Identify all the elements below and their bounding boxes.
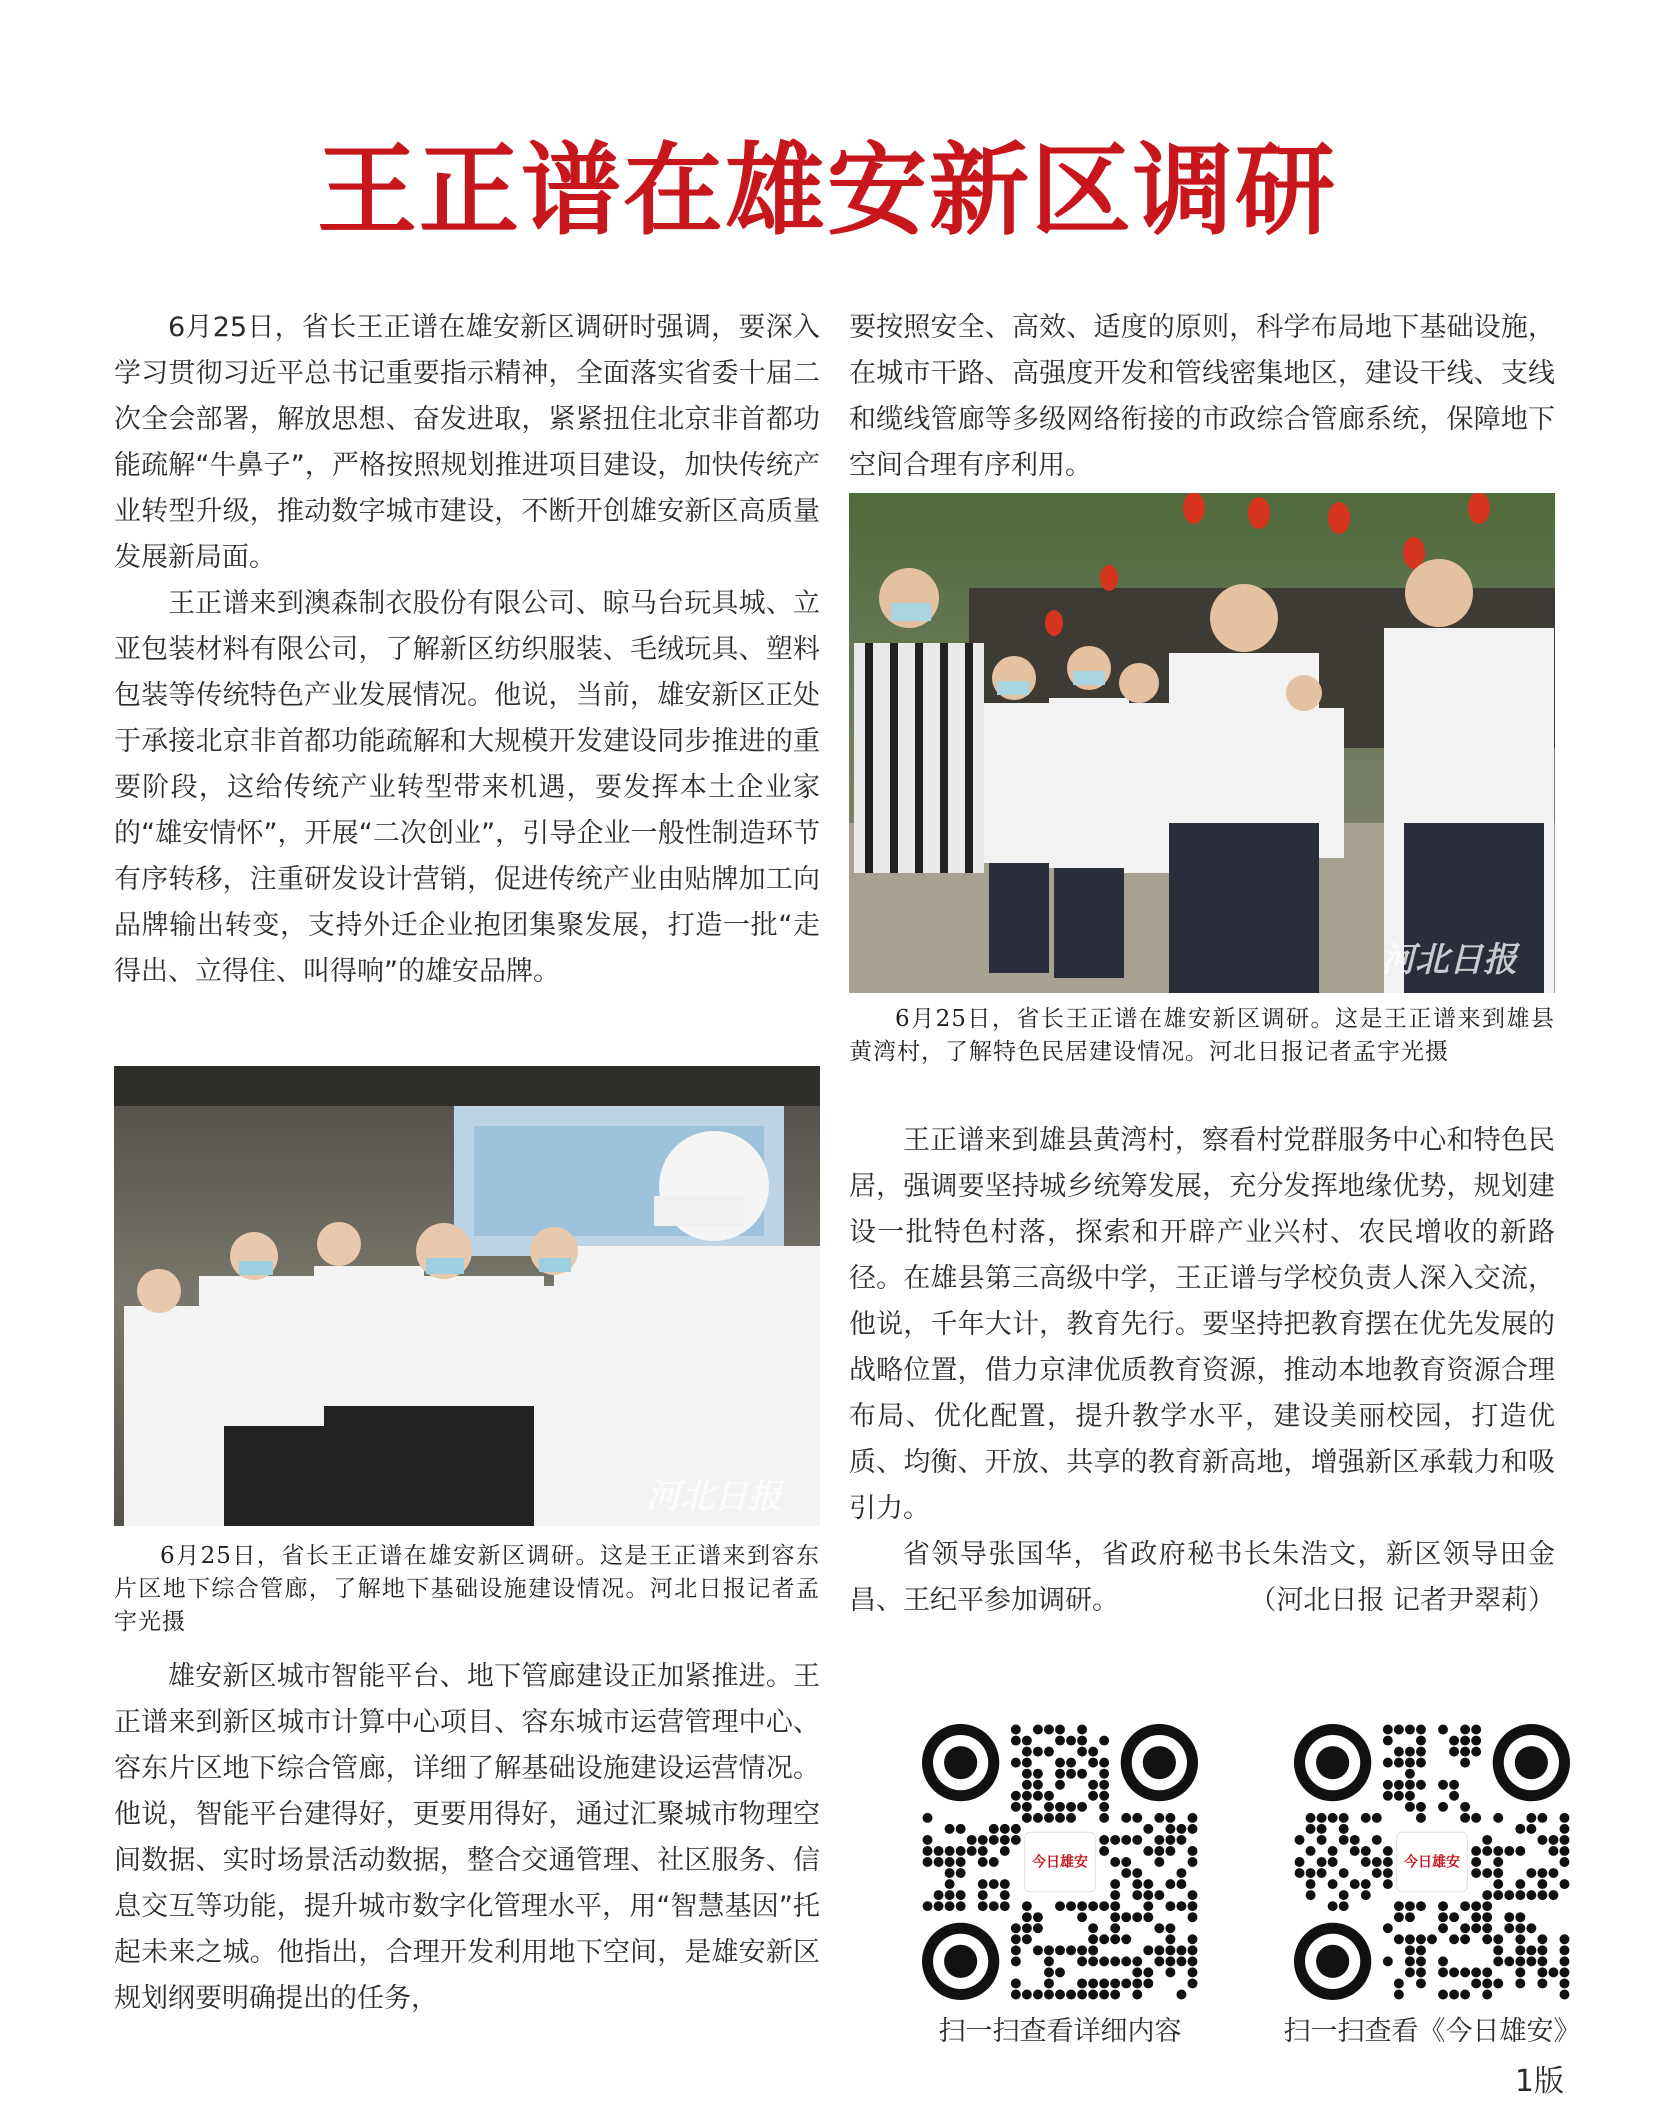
page-number: 1版 [1514, 2064, 1564, 2099]
left-column [114, 305, 820, 995]
paragraph: 要按照安全、高效、适度的原则，科学布局地下基础设施，在城市干路、高强度开发和管线密集地区，建设干线、支线和缆线管廊等多级网络衔接的市政综合管廊系统，保障地下空间合理有序利用。 [849, 312, 1555, 481]
photo-caption: 6月25日，省长王正谱在雄安新区调研。这是王正谱来到容东片区地下综合管廊，了解地下基础设施建设情况。河北日报记者孟宇光摄 [114, 1543, 820, 1635]
left-column-continued [114, 1654, 820, 2022]
svg-text:今日雄安: 今日雄安 [1404, 1854, 1460, 1871]
headline: 王正谱在雄安新区调研 [317, 131, 1337, 249]
svg-text:今日雄安: 今日雄安 [1032, 1854, 1088, 1871]
photo-watermark: 河北日报 [1381, 940, 1517, 980]
right-column [849, 305, 1555, 489]
paragraph: 省领导张国华，省政府秘书长朱浩文，新区领导田金昌、王纪平参加调研。 [849, 1539, 1555, 1616]
qr-code-jinri-xiongan[interactable] [1294, 1724, 1570, 2000]
qr-label-jinri-xiongan: 扫一扫查看《今日雄安》 [1283, 2016, 1581, 2047]
qr-label-details: 扫一扫查看详细内容 [938, 2016, 1182, 2047]
paragraph: 王正谱来到澳森制衣股份有限公司、晾马台玩具城、立亚包装材料有限公司，了解新区纺织服装、毛绒玩具、塑料包装等传统特色产业发展情况。他说，当前，雄安新区正处于承接北京非首都功能疏解和大规模开发建设同步推进的重要阶段，这给传统产业转型带来机遇，要发挥本土企业家的“雄安情怀”，开展“二次创业”，引导企业一般性制造环节有序转移，注重研发设计营销，促进传统产业由贴牌加工向品牌输出转变，支持外迁企业抱团集聚发展，打造一批“走得出、立得住、叫得响”的雄安品牌。 [114, 588, 820, 987]
photo-caption: 6月25日，省长王正谱在雄安新区调研。这是王正谱来到雄县黄湾村，了解特色民居建设情况。河北日报记者孟宇光摄 [849, 1006, 1555, 1065]
photo-utility-tunnel [114, 1066, 820, 1526]
photo-watermark: 河北日报 [646, 1477, 782, 1517]
qr-badge [1025, 1832, 1096, 1892]
qr-code-details[interactable] [922, 1724, 1198, 2000]
paragraph: 6月25日，省长王正谱在雄安新区调研时强调，要深入学习贯彻习近平总书记重要指示精神，全面落实省委十届二次全会部署，解放思想、奋发进取，紧紧扭住北京非首都功能疏解“牛鼻子”，严格按照规划推进项目建设，加快传统产业转型升级，推动数字城市建设，不断开创雄安新区高质量发展新局面。 [114, 312, 820, 573]
qr-badge [1397, 1832, 1468, 1892]
paragraph: 王正谱来到雄县黄湾村，察看村党群服务中心和特色民居，强调要坚持城乡统筹发展，充分发挥地缘优势，规划建设一批特色村落，探索和开辟产业兴村、农民增收的新路径。在雄县第三高级中学，王正谱与学校负责人深入交流，他说，千年大计，教育先行。要坚持把教育摆在优先发展的战略位置，借力京津优质教育资源，推动本地教育资源合理布局、优化配置，提升教学水平，建设美丽校园，打造优质、均衡、开放、共享的教育新高地，增强新区承载力和吸引力。 [849, 1125, 1555, 1524]
paragraph: 雄安新区城市智能平台、地下管廊建设正加紧推进。王正谱来到新区城市计算中心项目、容东城市运营管理中心、容东片区地下综合管廊，详细了解基础设施建设运营情况。他说，智能平台建得好，更要用得好，通过汇聚城市物理空间数据、实时场景活动数据，整合交通管理、社区服务、信息交互等功能，提升城市数字化管理水平，用“智慧基因”托起未来之城。他指出，合理开发利用地下空间，是雄安新区规划纲要明确提出的任务， [114, 1661, 820, 2014]
photo-village-visit [849, 493, 1555, 993]
right-column-continued [849, 1118, 1555, 1624]
byline: （河北日报 记者尹翠莉） [1249, 1585, 1555, 1616]
